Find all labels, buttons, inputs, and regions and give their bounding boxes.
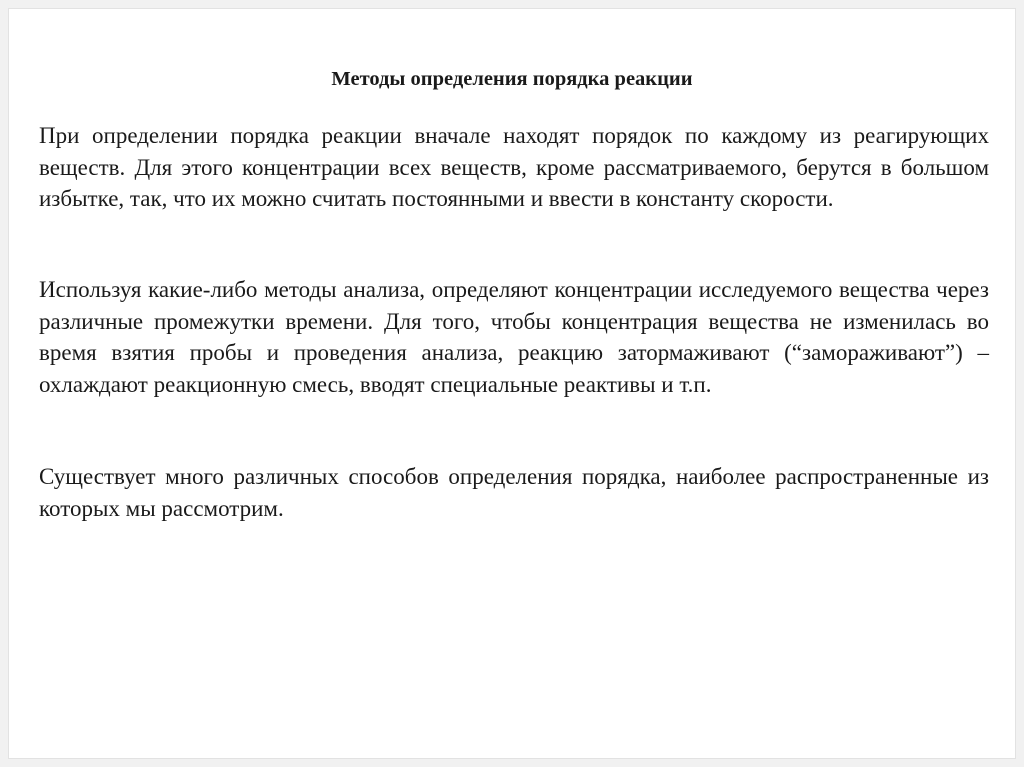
document-page: [8, 8, 1016, 759]
page-title: Методы определения порядка реакции: [331, 68, 693, 90]
paragraph-reaction-order: При определении порядка реакции вначале находят порядок по каждому из реагирующих веществ. Для этого концентрации всех веществ, кроме рассматриваемого, берутся в большом избытке, так, что их можно считать постоянными и ввести в константу скорости.: [39, 123, 989, 211]
paragraph-concentration-analysis: Используя какие-либо методы анализа, определяют концентрации исследуемого вещества через различные промежутки времени. Для того, чтобы концентрация вещества не изменилась во время взятия пробы и проведения анализа, реакцию затормаживают (“замораживают”) – охлаждают реакционную смесь, вводят специальные реактивы и т.п.: [39, 277, 989, 397]
paragraph-methods-overview: Существует много различных способов определения порядка, наиболее распространенные из которых мы рассмотрим.: [39, 464, 989, 521]
